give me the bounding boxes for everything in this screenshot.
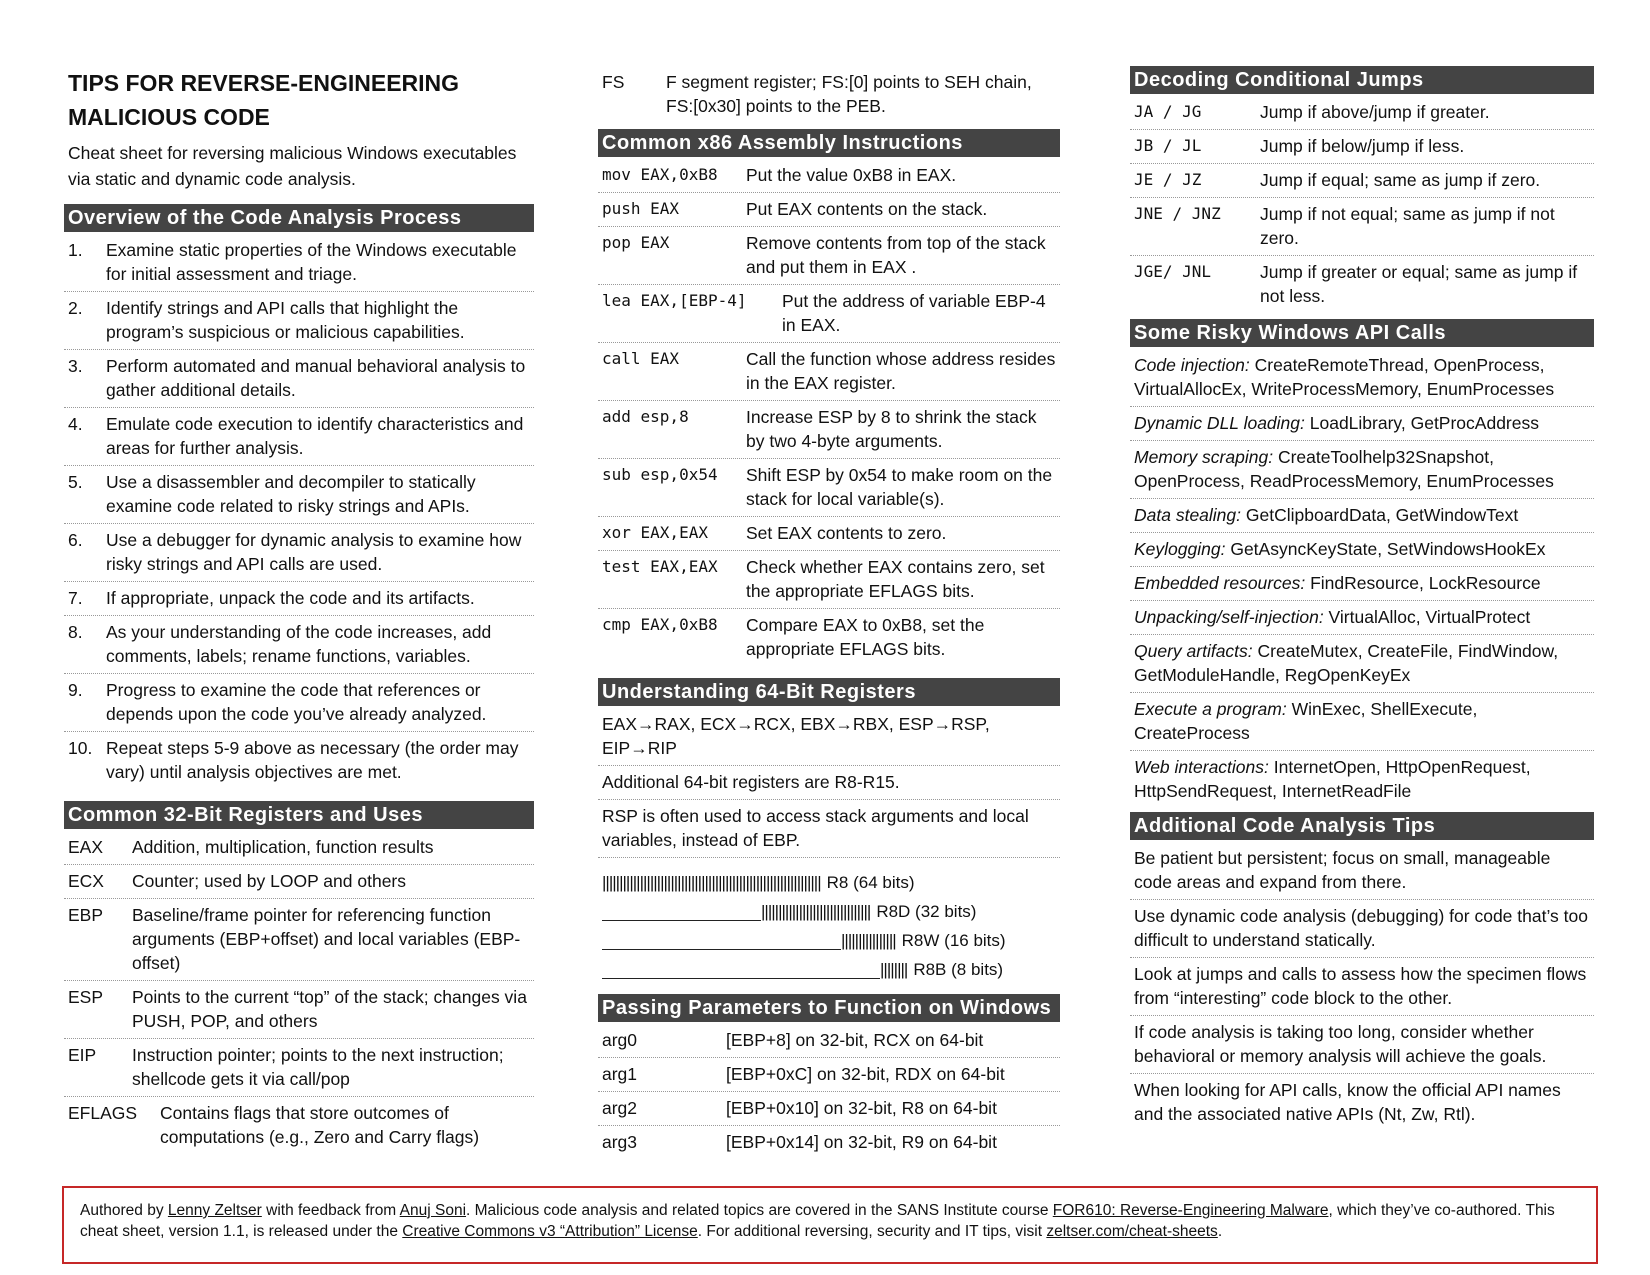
instruction-row-key: lea EAX,[EBP-4] (602, 291, 747, 310)
param-row-key: arg0 (602, 1030, 638, 1050)
param-row-desc: [EBP+0xC] on 32-bit, RDX on 64-bit (726, 1064, 1005, 1084)
tip-row: When looking for API calls, know the official API names and the associated native APIs (Nt, Zw, Rtl). (1134, 1080, 1561, 1124)
jump-row (1130, 130, 1594, 164)
x86-list (598, 159, 1060, 666)
bar-empty-segment (602, 932, 841, 950)
register-row-key: ESP (68, 987, 104, 1007)
instruction-row (598, 459, 1060, 517)
step-text: As your understanding of the code increases, add comments, labels; rename functions, variables. (106, 622, 492, 666)
api-category: Web interactions: (1134, 757, 1269, 777)
api-category: Keylogging: (1134, 539, 1226, 559)
reviewer-link[interactable]: Anuj Soni (399, 1202, 467, 1219)
api-row (1130, 601, 1594, 635)
course-link[interactable]: FOR610: Reverse-Engineering Malware (1052, 1202, 1329, 1219)
instruction-row (598, 517, 1060, 551)
register-row-key: FS (602, 72, 625, 92)
bar-label: R8 (64 bits) (826, 872, 915, 892)
reg64-header: Understanding 64-Bit Registers (598, 678, 1060, 706)
jump-row-key: JB / JL (1134, 136, 1202, 155)
tips-list (1130, 842, 1594, 1131)
register-row (64, 831, 534, 865)
bar-empty-segment (602, 903, 761, 921)
jump-row-key: JGE/ JNL (1134, 262, 1212, 281)
jump-row-desc: Jump if above/jump if greater. (1260, 102, 1490, 122)
register-width-diagram (598, 858, 1060, 990)
api-functions: FindResource, LockResource (1305, 573, 1541, 593)
instruction-row (598, 193, 1060, 227)
api-functions: GetClipboardData, GetWindowText (1241, 505, 1519, 525)
instruction-row-desc: Set EAX contents to zero. (746, 523, 947, 543)
api-row (1130, 533, 1594, 567)
step-number: 7. (68, 588, 83, 608)
param-row-desc: [EBP+0x10] on 32-bit, R8 on 64-bit (726, 1098, 997, 1118)
api-category: Unpacking/self-injection: (1134, 607, 1324, 627)
overview-step (64, 582, 534, 616)
register-width-bar (602, 897, 1056, 926)
register-row-desc: Points to the current “top” of the stack; changes via PUSH, POP, and others (132, 987, 527, 1031)
register-row (64, 1097, 534, 1154)
bar-empty-segment (602, 961, 880, 979)
instruction-row-desc: Compare EAX to 0xB8, set the appropriate EFLAGS bits. (746, 615, 985, 659)
bar-label: R8B (8 bits) (913, 959, 1004, 979)
api-category: Data stealing: (1134, 505, 1242, 525)
overview-list (64, 234, 534, 789)
title-line-1: TIPS FOR REVERSE-ENGINEERING (68, 70, 460, 96)
instruction-row-key: add esp,8 (602, 407, 689, 426)
footer-credits (62, 1186, 1598, 1264)
step-text: Emulate code execution to identify characteristics and areas for further analysis. (106, 414, 524, 458)
cheat-sheets-link[interactable]: zeltser.com/cheat-sheets (1046, 1223, 1218, 1240)
register-row-key: ECX (68, 871, 104, 891)
page-title (68, 66, 534, 134)
title-line-2: MALICIOUS CODE (68, 104, 270, 130)
bar-filled-segment: |||||||||||||||| (841, 930, 896, 950)
jumps-header: Decoding Conditional Jumps (1130, 66, 1594, 94)
api-category: Code injection: (1134, 355, 1250, 375)
jump-row-key: JA / JG (1134, 102, 1202, 121)
x86-header: Common x86 Assembly Instructions (598, 129, 1060, 157)
param-row-key: arg2 (602, 1098, 638, 1118)
reg64-line: Additional 64-bit registers are R8-R15. (598, 766, 1060, 800)
step-number: 1. (68, 240, 83, 260)
step-text: If appropriate, unpack the code and its artifacts. (106, 588, 475, 608)
param-row-key: arg1 (602, 1064, 638, 1084)
api-row (1130, 751, 1594, 808)
bar-label: R8D (32 bits) (876, 901, 977, 921)
instruction-row (598, 609, 1060, 666)
instruction-row (598, 227, 1060, 285)
reg64-lines (598, 708, 1060, 858)
jump-row-key: JE / JZ (1134, 170, 1202, 189)
api-row (1130, 635, 1594, 693)
param-row (598, 1058, 1060, 1092)
overview-step (64, 408, 534, 466)
step-text: Examine static properties of the Windows executable for initial assessment and triage. (106, 240, 517, 284)
overview-step (64, 350, 534, 408)
instruction-row-key: sub esp,0x54 (602, 465, 718, 484)
instruction-row-desc: Call the function whose address resides in the EAX register. (746, 349, 1056, 393)
column-right (1130, 66, 1594, 1131)
instruction-row-desc: Shift ESP by 0x54 to make room on the stack for local variable(s). (746, 465, 1053, 509)
step-number: 4. (68, 414, 83, 434)
step-text: Progress to examine the code that references or depends upon the code you’ve already analyzed. (106, 680, 487, 724)
register-width-bar (602, 955, 1056, 984)
step-text: Identify strings and API calls that highlight the program’s suspicious or malicious capabilities. (106, 298, 465, 342)
register-row (64, 865, 534, 899)
api-list (1130, 349, 1594, 808)
instruction-row-key: push EAX (602, 199, 680, 218)
footer-text-5: . For additional reversing, security and IT tips, visit (697, 1223, 1047, 1240)
api-row (1130, 499, 1594, 533)
register-row (64, 1039, 534, 1097)
register-row (64, 899, 534, 981)
jump-row (1130, 198, 1594, 256)
instruction-row (598, 159, 1060, 193)
step-number: 8. (68, 622, 83, 642)
overview-step (64, 732, 534, 789)
footer-text-3: . Malicious code analysis and related topics are covered in the SANS Institute course (466, 1202, 1053, 1219)
instruction-row (598, 343, 1060, 401)
register-row-key: EFLAGS (68, 1103, 138, 1123)
param-row-desc: [EBP+8] on 32-bit, RCX on 64-bit (726, 1030, 984, 1050)
register-row-desc: Contains flags that store outcomes of computations (e.g., Zero and Carry flags) (160, 1103, 480, 1147)
params-header: Passing Parameters to Function on Windows (598, 994, 1060, 1022)
tips-header: Additional Code Analysis Tips (1130, 812, 1594, 840)
register-row-desc: Addition, multiplication, function results (132, 837, 434, 857)
step-number: 3. (68, 356, 83, 376)
overview-step (64, 524, 534, 582)
overview-step (64, 292, 534, 350)
registers32-list (64, 831, 534, 1154)
author-link[interactable]: Lenny Zeltser (167, 1202, 262, 1219)
param-row (598, 1092, 1060, 1126)
api-row (1130, 407, 1594, 441)
param-row (598, 1126, 1060, 1159)
api-functions: GetAsyncKeyState, SetWindowsHookEx (1225, 539, 1546, 559)
register-row-desc: Instruction pointer; points to the next instruction; shellcode gets it via call/pop (132, 1045, 504, 1089)
column-left (64, 66, 534, 1154)
jump-row (1130, 164, 1594, 198)
intro-text: Cheat sheet for reversing malicious Windows executables via static and dynamic code analysis. (68, 143, 517, 189)
step-number: 2. (68, 298, 83, 318)
overview-step (64, 616, 534, 674)
instruction-row-desc: Put the address of variable EBP-4 in EAX. (782, 291, 1046, 335)
overview-step (64, 466, 534, 524)
register-row (64, 981, 534, 1039)
api-category: Memory scraping: (1134, 447, 1274, 467)
jumps-list (1130, 96, 1594, 313)
step-number: 9. (68, 680, 83, 700)
jump-row-desc: Jump if below/jump if less. (1260, 136, 1465, 156)
instruction-row-key: test EAX,EAX (602, 557, 718, 576)
fs-register-row (598, 66, 1060, 123)
register-row-key: EIP (68, 1045, 97, 1065)
param-row (598, 1024, 1060, 1058)
register-width-bar (602, 868, 1056, 897)
api-header: Some Risky Windows API Calls (1130, 319, 1594, 347)
tip-row: Look at jumps and calls to assess how the specimen flows from “interesting” code block to the other. (1130, 958, 1594, 1016)
api-row (1130, 693, 1594, 751)
bar-filled-segment: |||||||||||||||||||||||||||||||||||||||||||||||||||||||||||||||| (602, 872, 821, 892)
step-number: 5. (68, 472, 83, 492)
step-text: Repeat steps 5-9 above as necessary (the order may vary) until analysis objectives are met. (106, 738, 519, 782)
reg64-line: RSP is often used to access stack arguments and local variables, instead of EBP. (598, 800, 1060, 858)
step-number: 10. (68, 738, 93, 758)
register-row-desc: Baseline/frame pointer for referencing function arguments (EBP+offset) and local variables (EBP-offset) (132, 905, 521, 973)
instruction-row-desc: Increase ESP by 8 to shrink the stack by two 4-byte arguments. (746, 407, 1037, 451)
register-width-bar (602, 926, 1056, 955)
api-row (1130, 441, 1594, 499)
api-functions: WinExec, ShellExecute, CreateProcess (1134, 699, 1478, 743)
api-functions: CreateToolhelp32Snapshot, OpenProcess, ReadProcessMemory, EnumProcesses (1134, 447, 1554, 491)
jump-row-desc: Jump if greater or equal; same as jump if not less. (1260, 262, 1578, 306)
register-row (598, 66, 1060, 123)
instruction-row (598, 551, 1060, 609)
overview-step (64, 234, 534, 292)
register-row-desc: F segment register; FS:[0] points to SEH chain, FS:[0x30] points to the PEB. (666, 72, 1032, 116)
footer-text-2: with feedback from (261, 1202, 400, 1219)
bar-filled-segment: |||||||| (880, 959, 908, 979)
registers32-header: Common 32-Bit Registers and Uses (64, 801, 534, 829)
tip-row: Be patient but persistent; focus on small, manageable code areas and expand from there. (1130, 842, 1594, 900)
overview-step (64, 674, 534, 732)
footer-text-1: Authored by (80, 1202, 168, 1219)
tip-row: If code analysis is taking too long, consider whether behavioral or memory analysis will achieve the goals. (1130, 1016, 1594, 1074)
param-row-key: arg3 (602, 1132, 638, 1152)
tip-row: Use dynamic code analysis (debugging) for code that’s too difficult to understand statically. (1130, 900, 1594, 958)
api-functions: InternetOpen, HttpOpenRequest, HttpSendRequest, InternetReadFile (1134, 757, 1531, 801)
param-row-desc: [EBP+0x14] on 32-bit, R9 on 64-bit (726, 1132, 997, 1152)
step-text: Use a disassembler and decompiler to statically examine code related to risky strings and APIs. (106, 472, 476, 516)
bar-label: R8W (16 bits) (901, 930, 1006, 950)
instruction-row-desc: Put EAX contents on the stack. (746, 199, 988, 219)
instruction-row (598, 401, 1060, 459)
api-functions: VirtualAlloc, VirtualProtect (1323, 607, 1531, 627)
step-text: Perform automated and manual behavioral analysis to gather additional details. (106, 356, 526, 400)
column-middle (598, 66, 1060, 1159)
step-number: 6. (68, 530, 83, 550)
bar-filled-segment: |||||||||||||||||||||||||||||||| (761, 901, 871, 921)
footer-text-6: . (1217, 1223, 1223, 1240)
register-row-key: EBP (68, 905, 104, 925)
api-category: Execute a program: (1134, 699, 1287, 719)
jump-row-desc: Jump if equal; same as jump if zero. (1260, 170, 1541, 190)
instruction-row-key: mov EAX,0xB8 (602, 165, 718, 184)
footer-text-4: , which they’ve co-authored. This cheat sheet, version 1.1, is released under the (80, 1202, 1555, 1240)
jump-row-desc: Jump if not equal; same as jump if not zero. (1260, 204, 1555, 248)
params-list (598, 1024, 1060, 1159)
reg64-line: EAX→RAX, ECX→RCX, EBX→RBX, ESP→RSP, EIP→RIP (598, 708, 1060, 766)
overview-header: Overview of the Code Analysis Process (64, 204, 534, 232)
instruction-row-key: call EAX (602, 349, 680, 368)
license-link[interactable]: Creative Commons v3 “Attribution” License (402, 1223, 698, 1240)
instruction-row-key: xor EAX,EAX (602, 523, 708, 542)
api-category: Dynamic DLL loading: (1134, 413, 1305, 433)
jump-row (1130, 96, 1594, 130)
instruction-row (598, 285, 1060, 343)
api-row (1130, 349, 1594, 407)
instruction-row-desc: Put the value 0xB8 in EAX. (746, 165, 957, 185)
instruction-row-key: cmp EAX,0xB8 (602, 615, 718, 634)
register-row-desc: Counter; used by LOOP and others (132, 871, 407, 891)
api-functions: LoadLibrary, GetProcAddress (1304, 413, 1539, 433)
instruction-row-desc: Check whether EAX contains zero, set the appropriate EFLAGS bits. (746, 557, 1045, 601)
register-row-key: EAX (68, 837, 104, 857)
api-row (1130, 567, 1594, 601)
step-text: Use a debugger for dynamic analysis to examine how risky strings and API calls are used. (106, 530, 522, 574)
instruction-row-desc: Remove contents from top of the stack and put them in EAX . (746, 233, 1046, 277)
api-functions: CreateMutex, CreateFile, FindWindow, GetModuleHandle, RegOpenKeyEx (1134, 641, 1559, 685)
api-functions: CreateRemoteThread, OpenProcess, VirtualAllocEx, WriteProcessMemory, EnumProcesses (1134, 355, 1555, 399)
jump-row-key: JNE / JNZ (1134, 204, 1221, 223)
api-category: Query artifacts: (1134, 641, 1253, 661)
api-category: Embedded resources: (1134, 573, 1306, 593)
instruction-row-key: pop EAX (602, 233, 670, 252)
jump-row (1130, 256, 1594, 313)
